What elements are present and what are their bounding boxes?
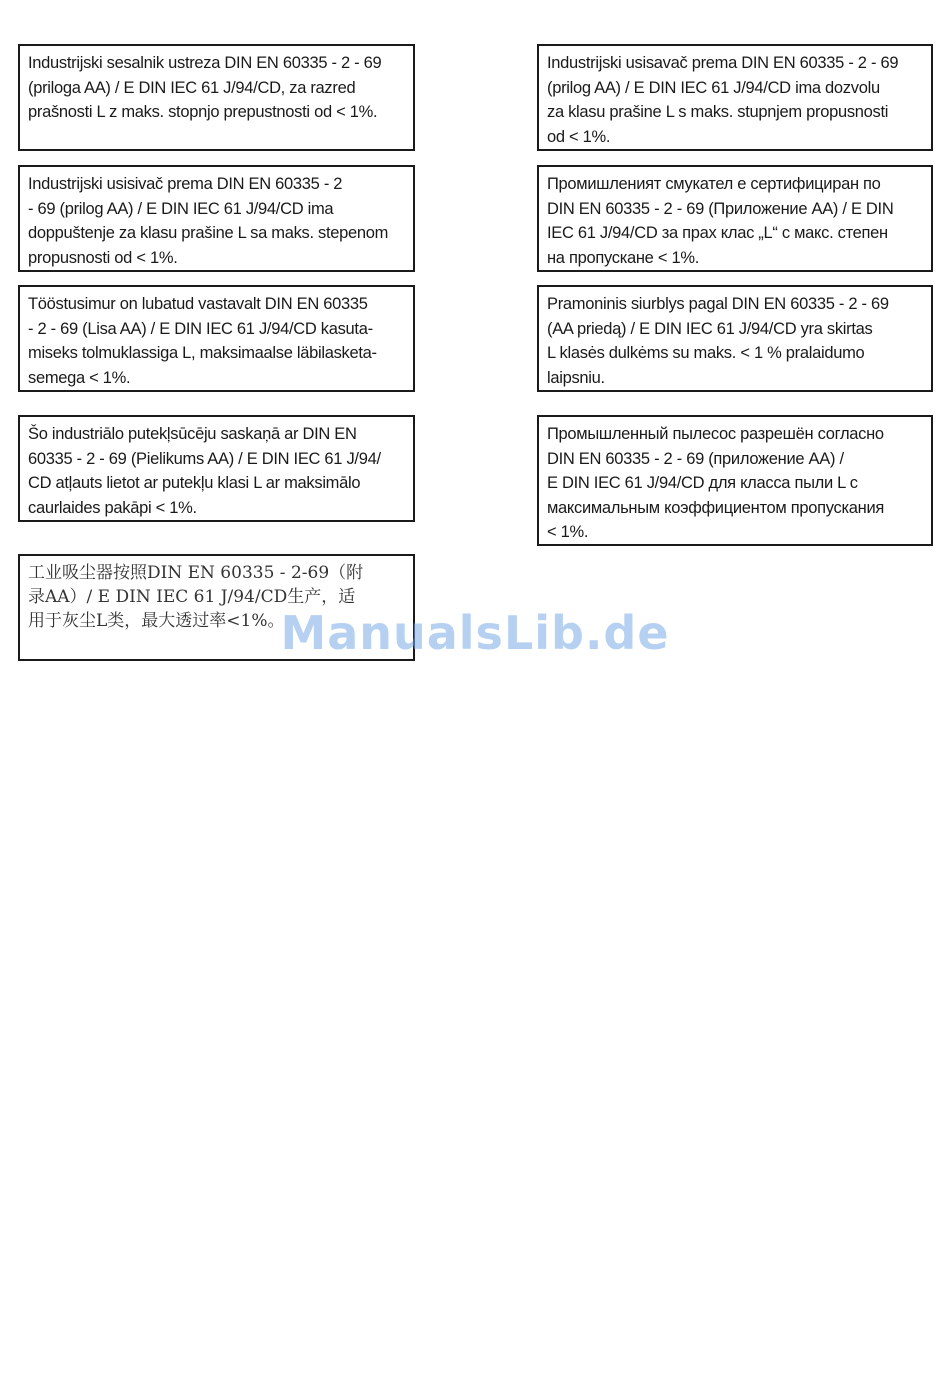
certification-text-russian: Промышленный пылесос разрешён согласно DIN EN 60335 - 2 - 69 (приложение AA) / E DIN IEC 61 J/94/CD для класса пыли L с максимальным коэффициентом пропускания < 1%.: [537, 415, 933, 546]
certification-text-latvian: Šo industriālo putekļsūcēju saskaņā ar DIN EN 60335 - 2 - 69 (Pielikums AA) / E DIN IEC 61 J/94/ CD atļauts lietot ar putekļu klasi L ar maksimālo caurlaides pakāpi < 1%.: [18, 415, 415, 522]
certification-text-slovenian: Industrijski sesalnik ustreza DIN EN 60335 - 2 - 69 (priloga AA) / E DIN IEC 61 J/94/CD, za razred prašnosti L z maks. stopnjo prepustnosti od < 1%.: [18, 44, 415, 151]
certification-text-chinese: 工业吸尘器按照DIN EN 60335 - 2-69（附 录AA）/ E DIN IEC 61 J/94/CD生产，适 用于灰尘L类，最大透过率<1%。: [18, 554, 415, 661]
certification-text-croatian: Industrijski usisivač prema DIN EN 60335 - 2 - 69 (prilog AA) / E DIN IEC 61 J/94/CD ima doppuštenje za klasu prašine L sa maks. stepenom propusnosti od < 1%.: [18, 165, 415, 272]
manualslib-watermark: ManualsLib.de: [280, 606, 670, 660]
certification-text-bulgarian: Промишленият смукател е сертифициран по DIN EN 60335 - 2 - 69 (Приложение AA) / E DIN IEC 61 J/94/CD за прах клас „L“ с макс. степен на пропускане < 1%.: [537, 165, 933, 272]
certification-text-bosnian: Industrijski usisavač prema DIN EN 60335 - 2 - 69 (prilog AA) / E DIN IEC 61 J/94/CD ima dozvolu za klasu prašine L s maks. stupnjem propusnosti od < 1%.: [537, 44, 933, 151]
certification-text-estonian: Tööstusimur on lubatud vastavalt DIN EN 60335 - 2 - 69 (Lisa AA) / E DIN IEC 61 J/94/CD kasuta- miseks tolmuklassiga L, maksimaalse läbilasketa- semega < 1%.: [18, 285, 415, 392]
certification-text-lithuanian: Pramoninis siurblys pagal DIN EN 60335 - 2 - 69 (AA priedą) / E DIN IEC 61 J/94/CD yra skirtas L klasės dulkėms su maks. < 1 % pralaidumo laipsniu.: [537, 285, 933, 392]
